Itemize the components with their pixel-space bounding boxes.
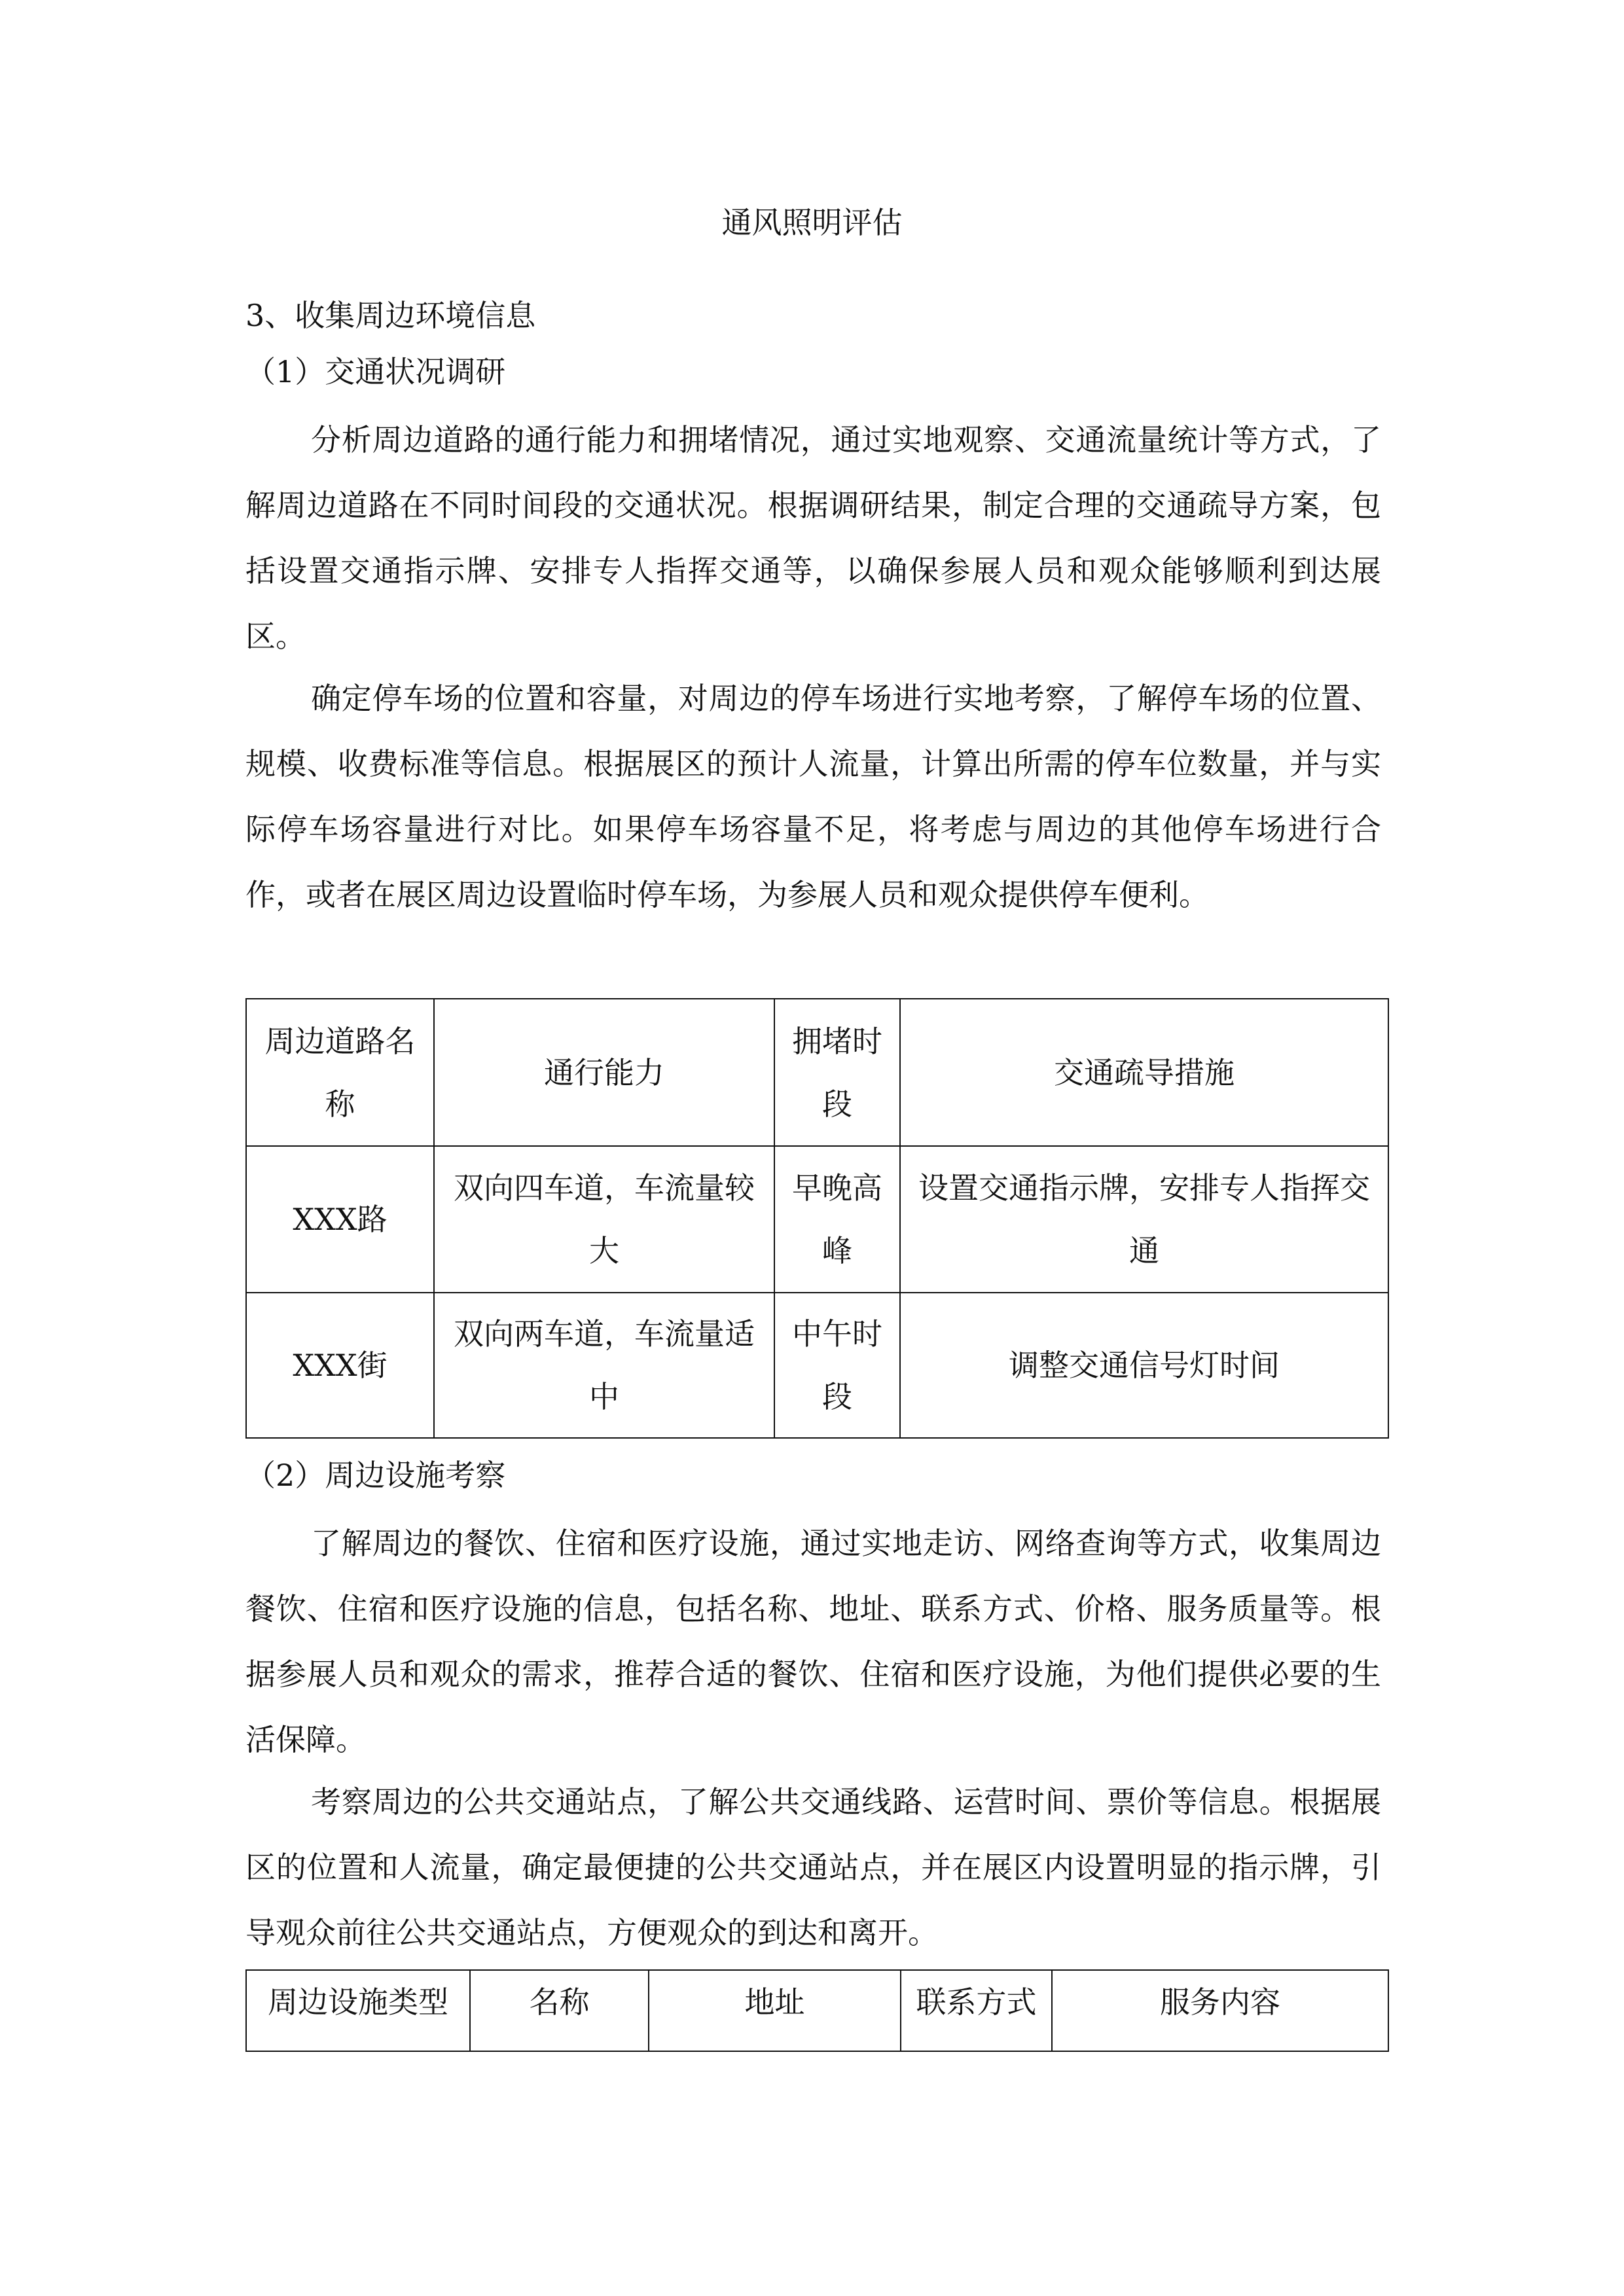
facilities-header-name: 名称 xyxy=(470,1970,649,2051)
traffic-cell-capacity: 双向四车道，车流量较大 xyxy=(434,1146,774,1293)
page-title: 通风照明评估 xyxy=(721,205,903,240)
traffic-cell-measures: 调整交通信号灯时间 xyxy=(900,1293,1388,1438)
subsection-heading-facilities: （2）周边设施考察 xyxy=(245,1458,506,1493)
traffic-header-measures: 交通疏导措施 xyxy=(900,999,1388,1146)
traffic-table-header-row xyxy=(246,999,1388,1146)
traffic-header-capacity: 通行能力 xyxy=(434,999,774,1146)
facilities-header-service: 服务内容 xyxy=(1052,1970,1388,2051)
traffic-cell-congestion: 早晚高峰 xyxy=(774,1146,900,1293)
traffic-cell-congestion: 中午时段 xyxy=(774,1293,900,1438)
traffic-cell-measures: 设置交通指示牌，安排专人指挥交通 xyxy=(900,1146,1388,1293)
table-row xyxy=(246,1146,1388,1293)
facilities-paragraph-2: 考察周边的公共交通站点，了解公共交通线路、运营时间、票价等信息。根据展区的位置和人流量，确定最便捷的公共交通站点，并在展区内设置明显的指示牌，引导观众前往公共交通站点，方便观众的到达和离开。 xyxy=(245,1784,1381,1950)
table-row xyxy=(246,1293,1388,1438)
traffic-cell-road: XXX街 xyxy=(246,1293,434,1438)
subsection-heading-traffic: （1）交通状况调研 xyxy=(245,354,506,389)
facilities-header-address: 地址 xyxy=(649,1970,901,2051)
traffic-table xyxy=(245,998,1389,1439)
section-heading-3: 3、收集周边环境信息 xyxy=(245,298,536,333)
traffic-cell-capacity: 双向两车道，车流量适中 xyxy=(434,1293,774,1438)
traffic-paragraph-1: 分析周边道路的通行能力和拥堵情况，通过实地观察、交通流量统计等方式，了解周边道路在不同时间段的交通状况。根据调研结果，制定合理的交通疏导方案，包括设置交通指示牌、安排专人指挥交通等，以确保参展人员和观众能够顺利到达展区。 xyxy=(245,422,1381,654)
traffic-cell-road: XXX路 xyxy=(246,1146,434,1293)
facilities-paragraph-1: 了解周边的餐饮、住宿和医疗设施，通过实地走访、网络查询等方式，收集周边餐饮、住宿和医疗设施的信息，包括名称、地址、联系方式、价格、服务质量等。根据参展人员和观众的需求，推荐合适的餐饮、住宿和医疗设施，为他们提供必要的生活保障。 xyxy=(245,1526,1381,1757)
traffic-header-congestion: 拥堵时段 xyxy=(774,999,900,1146)
traffic-header-road: 周边道路名称 xyxy=(246,999,434,1146)
traffic-paragraph-2: 确定停车场的位置和容量，对周边的停车场进行实地考察，了解停车场的位置、规模、收费标准等信息。根据展区的预计人流量，计算出所需的停车位数量，并与实际停车场容量进行对比。如果停车场容量不足，将考虑与周边的其他停车场进行合作，或者在展区周边设置临时停车场，为参展人员和观众提供停车便利。 xyxy=(245,681,1381,912)
facilities-table-header-row xyxy=(246,1970,1388,2051)
facilities-header-type: 周边设施类型 xyxy=(246,1970,470,2051)
facilities-header-contact: 联系方式 xyxy=(901,1970,1052,2051)
facilities-table xyxy=(245,1969,1389,2052)
